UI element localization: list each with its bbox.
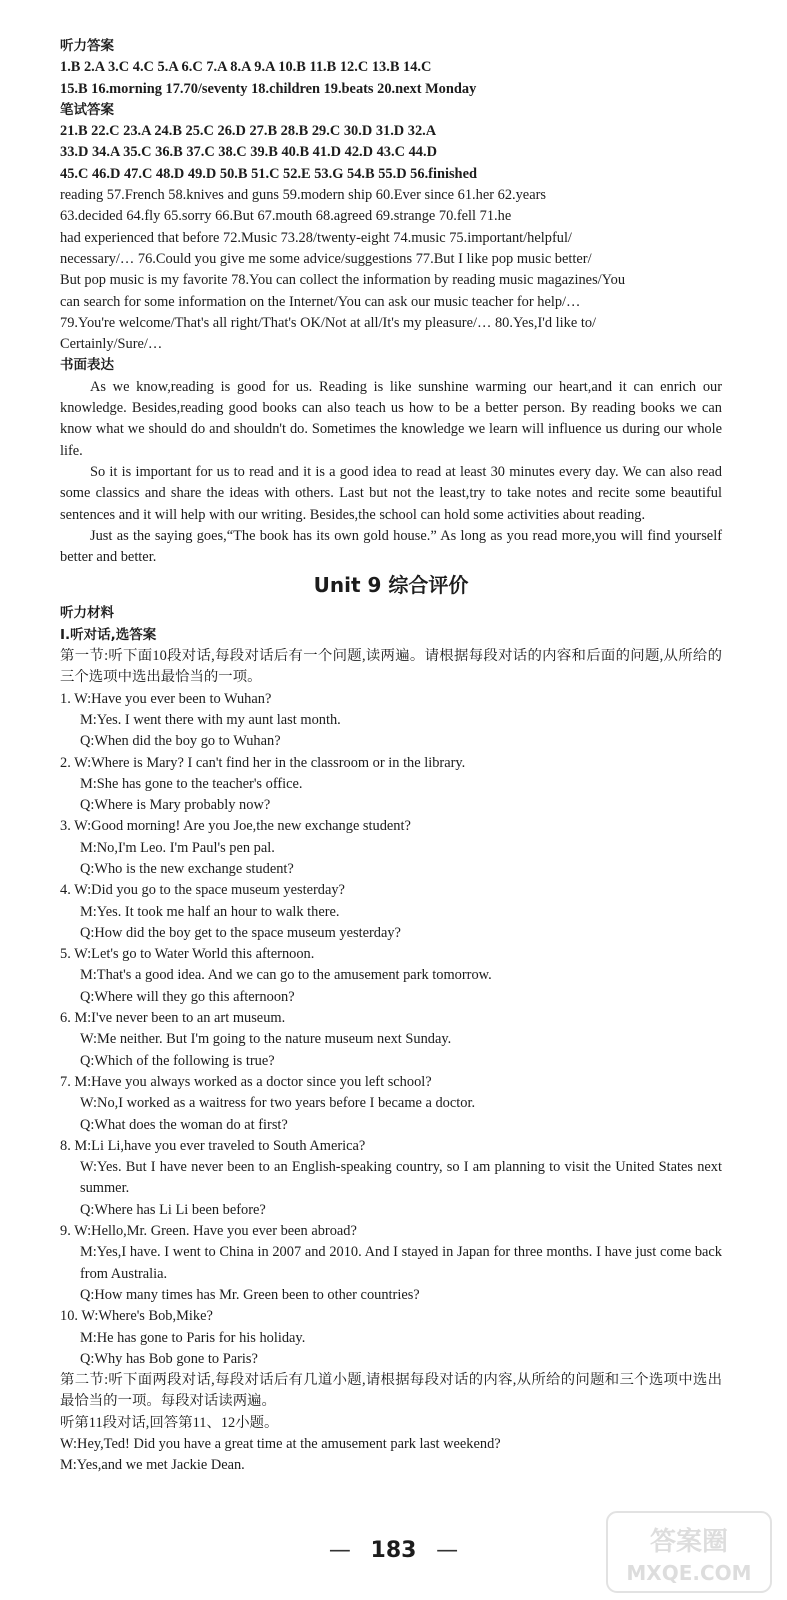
dialogue-question-line: 10. W:Where's Bob,Mike? [60, 1308, 213, 1325]
dialogue-line: M:That's a good idea. And we can go to the amusement park tomorrow. [80, 967, 492, 984]
written-answers-line: necessary/… 76.Could you give me some advice/suggestions 77.But I like pop music better/ [60, 250, 592, 267]
section-heading: Ⅰ.听对话,选答案 [60, 626, 157, 643]
dialogue-question-line: 2. W:Where is Mary? I can't find her in the classroom or in the library. [60, 754, 466, 771]
dialogue-line: W:No,I worked as a waitress for two years before I became a doctor. [80, 1095, 476, 1112]
dialogue-list [60, 689, 722, 1371]
listening-material-heading: 听力材料 [60, 605, 114, 622]
written-answers-line: But pop music is my favorite 78.You can collect the information by reading music magazines/You [60, 272, 626, 289]
dialogue-line: M:No,I'm Leo. I'm Paul's pen pal. [80, 839, 275, 856]
dialogue-11-line: W:Hey,Ted! Did you have a great time at the amusement park last weekend? [60, 1436, 501, 1452]
dialogue-line: Q:Where is Mary probably now? [80, 797, 271, 814]
dialogue-question-line: 6. M:I've never been to an art museum. [60, 1010, 286, 1027]
dialogue-line: M:Yes. It took me half an hour to walk there. [80, 903, 340, 920]
section2-instructions: 第二节:听下面两段对话,每段对话后有几道小题,请根据每段对话的内容,从所给的问题和三个选项中选出最恰当的一项。每段对话读两遍。 [60, 1372, 722, 1410]
writing-paragraph: As we know,reading is good for us. Reading is like sunshine warming our heart,and it can enrich our knowledge. Besides,reading good books can also teach us how to be a better person. By reading books we can know what we should do and shouldn't do. Sometimes the knowledge we learn will influence us during our whole life. [60, 378, 722, 459]
unit-title: Unit 9 综合评价 [313, 573, 469, 598]
dialogue-line: M:Yes,I have. I went to China in 2007 and 2010. And I stayed in Japan for three months. I have just come back from Australia. [80, 1244, 722, 1282]
dialogue-line: Q:Where has Li Li been before? [80, 1201, 266, 1218]
dialogue-line: Q:Where will they go this afternoon? [80, 988, 295, 1005]
dialogue-line: Q:Who is the new exchange student? [80, 860, 294, 877]
written-answers-line: 63.decided 64.fly 65.sorry 66.But 67.mouth 68.agreed 69.strange 70.fell 71.he [60, 208, 512, 225]
dialogue-question-line: 8. M:Li Li,have you ever traveled to South America? [60, 1137, 366, 1154]
dialogue-line: W:Yes. But I have never been to an English-speaking country, so I am planning to visit the United States next summer. [80, 1159, 722, 1197]
listening-answers-heading: 听力答案 [60, 38, 114, 54]
dialogue-line: W:Me neither. But I'm going to the nature museum next Sunday. [80, 1031, 452, 1048]
dialogue-question-line: 1. W:Have you ever been to Wuhan? [60, 690, 272, 707]
dialogue-line: M:He has gone to Paris for his holiday. [80, 1329, 306, 1346]
dialogue-question-line: 5. W:Let's go to Water World this afternoon. [60, 946, 315, 963]
watermark-logo [605, 1510, 773, 1594]
watermark-text: 答案圈 [649, 1527, 729, 1557]
dialogue-line: Q:Which of the following is true? [80, 1052, 275, 1069]
dialogue-line: Q:How did the boy get to the space museum yesterday? [80, 924, 401, 941]
dialogue-line: Q:How many times has Mr. Green been to other countries? [80, 1286, 420, 1303]
written-answers-heading: 笔试答案 [60, 101, 114, 118]
writing-paragraph: Just as the saying goes,“The book has its own gold house.” As long as you read more,you will find yourself better and better. [60, 527, 722, 566]
unit-title-row [60, 570, 722, 600]
watermark-sub: MXQE.COM [626, 1561, 752, 1585]
footer-dash-left: — [328, 1538, 351, 1563]
written-answers-line: 45.C 46.D 47.C 48.D 49.D 50.B 51.C 52.E 53.G 54.B 55.D 56.finished [60, 165, 477, 182]
dialogue-question-line: 9. W:Hello,Mr. Green. Have you ever been abroad? [60, 1223, 357, 1240]
listening-answers-line: 15.B 16.morning 17.70/seventy 18.children 19.beats 20.next Monday [60, 80, 477, 97]
dialogue-line: M:She has gone to the teacher's office. [80, 775, 303, 792]
written-answers-line: had experienced that before 72.Music 73.28/twenty-eight 74.music 75.important/helpful/ [60, 229, 572, 246]
written-answers-line: Certainly/Sure/… [60, 336, 163, 353]
dialogue-11-line: M:Yes,and we met Jackie Dean. [60, 1457, 245, 1474]
dialogue-question-line: 7. M:Have you always worked as a doctor since you left school? [60, 1073, 432, 1090]
written-answers-line: 21.B 22.C 23.A 24.B 25.C 26.D 27.B 28.B 29.C 30.D 31.D 32.A [60, 123, 437, 140]
writing-paragraph: So it is important for us to read and it is a good idea to read at least 30 minutes every day. We can also read some classics and share the ideas with others. Last but not the least,try to take notes and recite some beautiful sentences and it will help with our writing. Besides,the school can hold some activities about reading. [60, 463, 722, 523]
dialogue-line: Q:What does the woman do at first? [80, 1116, 288, 1133]
dialogue-question-line: 3. W:Good morning! Are you Joe,the new exchange student? [60, 818, 411, 835]
section2-subheading: 听第11段对话,回答第11、12小题。 [60, 1414, 279, 1431]
section1-instructions: 第一节:听下面10段对话,每段对话后有一个问题,读两遍。请根据每段对话的内容和后面的问题,从所给的三个选项中选出最恰当的一项。 [60, 648, 722, 686]
answer-page [60, 36, 722, 1477]
footer-dash-right: — [436, 1538, 459, 1563]
written-answers-line: 79.You're welcome/That's all right/That's OK/Not at all/It's my pleasure/… 80.Yes,I'd like to/ [60, 314, 597, 331]
dialogue-question-line: 4. W:Did you go to the space museum yesterday? [60, 882, 345, 899]
written-answers-line: reading 57.French 58.knives and guns 59.modern ship 60.Ever since 61.her 62.years [60, 187, 546, 204]
page-number: 183 [370, 1538, 417, 1563]
writing-heading: 书面表达 [60, 357, 114, 374]
listening-answers-line: 1.B 2.A 3.C 4.C 5.A 6.C 7.A 8.A 9.A 10.B 11.B 12.C 13.B 14.C [60, 59, 432, 76]
dialogue-line: M:Yes. I went there with my aunt last month. [80, 711, 341, 728]
dialogue-line: Q:Why has Bob gone to Paris? [80, 1350, 258, 1367]
written-answers-line: 33.D 34.A 35.C 36.B 37.C 38.C 39.B 40.B 41.D 42.D 43.C 44.D [60, 144, 437, 161]
dialogue-line: Q:When did the boy go to Wuhan? [80, 733, 281, 750]
written-answers-line: can search for some information on the Internet/You can ask our music teacher for help/… [60, 293, 581, 310]
